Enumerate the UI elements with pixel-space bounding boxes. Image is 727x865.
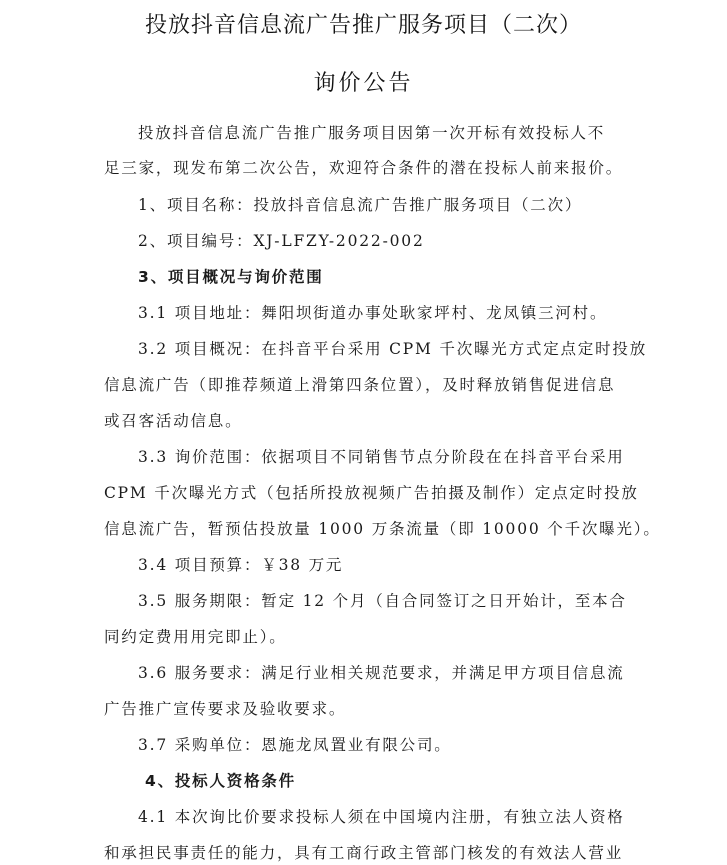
paragraph-line: 广告推广宣传要求及验收要求。: [104, 700, 347, 718]
paragraph-line: 3.2 项目概况：在抖音平台采用 CPM 千次曝光方式定点定时投放: [138, 340, 647, 358]
project-number-line: 2、项目编号：XJ-LFZY-2022-002: [138, 232, 425, 250]
purchaser-line: 3.7 采购单位：恩施龙凤置业有限公司。: [138, 736, 452, 754]
section-heading: 4、投标人资格条件: [145, 772, 296, 790]
paragraph-line: 或召客活动信息。: [104, 412, 243, 430]
paragraph-line: 投放抖音信息流广告推广服务项目因第一次开标有效投标人不: [138, 124, 606, 142]
paragraph-line: CPM 千次曝光方式（包括所投放视频广告拍摄及制作）定点定时投放: [104, 484, 639, 502]
section-heading: 3、项目概况与询价范围: [138, 268, 324, 286]
paragraph-line: 3.1 项目地址：舞阳坝街道办事处耿家坪村、龙凤镇三河村。: [138, 304, 608, 322]
paragraph-line: 3.3 询价范围：依据项目不同销售节点分阶段在在抖音平台采用: [138, 448, 625, 466]
paragraph-line: 信息流广告（即推荐频道上滑第四条位置），及时释放销售促进信息: [104, 376, 616, 394]
paragraph-line: 4.1 本次询比价要求投标人须在中国境内注册，有独立法人资格: [138, 808, 625, 826]
paragraph-line: 3.5 服务期限：暂定 12 个月（自合同签订之日开始计，至本合: [138, 592, 627, 610]
document-subtitle: 询价公告: [313, 71, 414, 96]
project-name-line: 1、项目名称：投放抖音信息流广告推广服务项目（二次）: [138, 196, 583, 214]
paragraph-line: 同约定费用用完即止）。: [104, 628, 287, 646]
paragraph-line: 3.6 服务要求：满足行业相关规范要求，并满足甲方项目信息流: [138, 664, 625, 682]
document-title: 投放抖音信息流广告推广服务项目（二次）: [144, 13, 582, 38]
budget-line: 3.4 项目预算：￥38 万元: [138, 556, 344, 574]
paragraph-line: 足三家，现发布第二次公告，欢迎符合条件的潜在投标人前来报价。: [104, 159, 624, 177]
paragraph-line: 和承担民事责任的能力，具有工商行政主管部门核发的有效法人营业: [104, 844, 624, 862]
paragraph-line: 信息流广告，暂预估投放量 1000 万条流量（即 10000 个千次曝光）。: [104, 520, 661, 538]
